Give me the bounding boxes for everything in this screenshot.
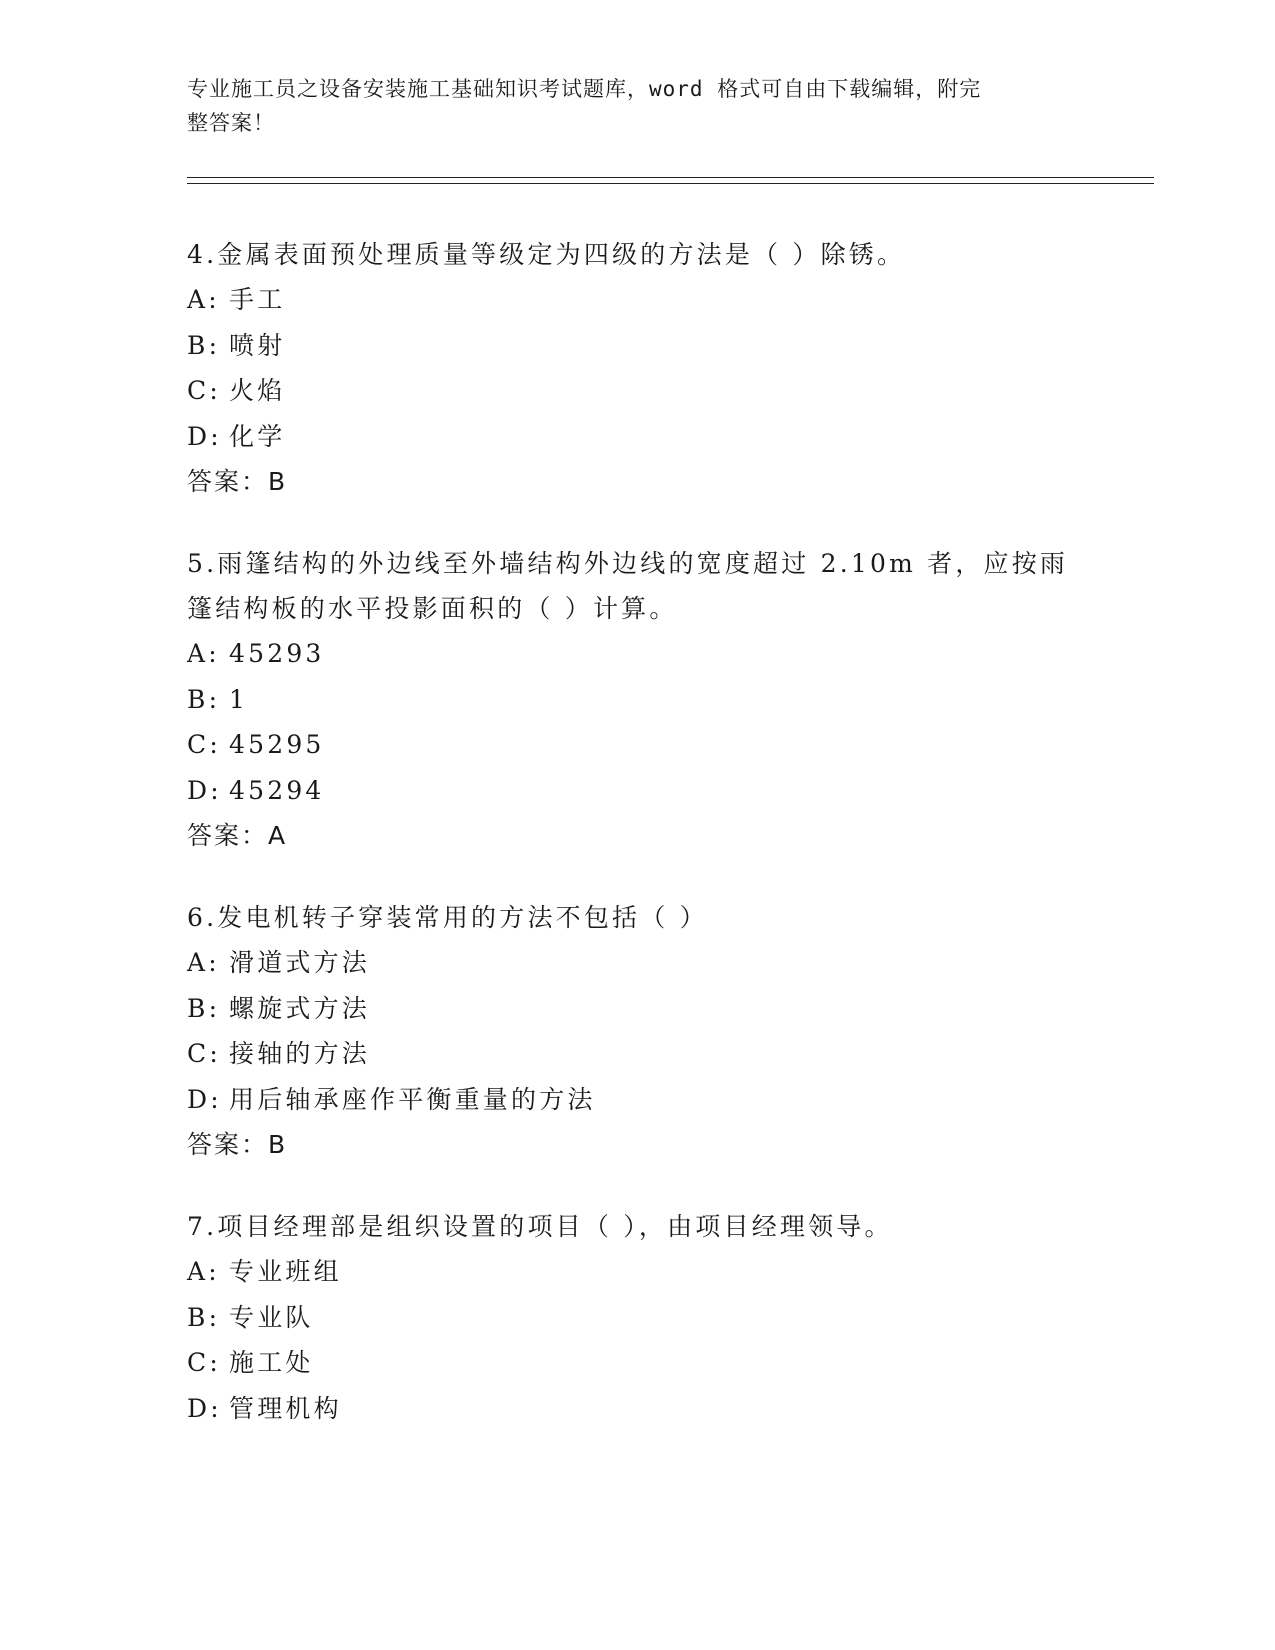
option-d xyxy=(187,1077,1087,1123)
option-c xyxy=(187,1340,1087,1386)
option-letter: D: xyxy=(187,421,222,451)
option-text: 螺旋式方法 xyxy=(229,993,371,1023)
option-a xyxy=(187,940,1087,986)
option-letter: A: xyxy=(187,1257,220,1286)
option-b xyxy=(187,323,1087,369)
header-divider-bottom xyxy=(187,183,1154,184)
option-text: 专业队 xyxy=(229,1302,314,1332)
option-letter: B: xyxy=(187,684,221,714)
option-letter: C: xyxy=(187,376,221,405)
document-header xyxy=(187,72,1067,140)
option-d xyxy=(187,768,1087,814)
option-letter: C: xyxy=(187,1348,221,1377)
option-text: 45293 xyxy=(229,639,325,668)
question-item xyxy=(187,895,1087,1167)
answer-line: 答案：B xyxy=(187,1130,288,1159)
option-text: 45294 xyxy=(229,775,325,805)
option-letter: D: xyxy=(187,1393,222,1423)
option-text: 滑道式方法 xyxy=(229,948,371,977)
option-letter: C: xyxy=(187,1039,221,1068)
option-text: 接轴的方法 xyxy=(229,1039,371,1068)
option-letter: D: xyxy=(187,775,222,805)
option-b xyxy=(187,677,1087,723)
option-text: 45295 xyxy=(229,730,325,759)
option-d xyxy=(187,1386,1087,1432)
answer-line: 答案：A xyxy=(187,821,288,850)
header-divider-top xyxy=(187,177,1154,178)
option-letter: A: xyxy=(187,639,220,668)
option-d xyxy=(187,414,1087,460)
question-text: 4.金属表面预处理质量等级定为四级的方法是（ ）除锈。 xyxy=(187,240,906,269)
option-letter: A: xyxy=(187,948,220,977)
question-text-continued: 篷结构板的水平投影面积的（ ）计算。 xyxy=(187,594,678,623)
option-text: 喷射 xyxy=(229,330,286,360)
question-item xyxy=(187,1204,1087,1431)
option-text: 化学 xyxy=(229,421,286,451)
option-letter: B: xyxy=(187,993,221,1023)
option-text: 火焰 xyxy=(229,376,286,405)
option-text: 专业班组 xyxy=(229,1257,342,1286)
question-text: 6.发电机转子穿装常用的方法不包括（ ） xyxy=(187,903,708,932)
option-a xyxy=(187,1249,1087,1295)
header-line-2: 整答案！ xyxy=(187,111,275,135)
question-text: 7.项目经理部是组织设置的项目（ ），由项目经理领导。 xyxy=(187,1212,893,1241)
question-item xyxy=(187,541,1087,858)
option-c xyxy=(187,1031,1087,1077)
option-letter: B: xyxy=(187,1302,221,1332)
option-text: 施工处 xyxy=(229,1348,314,1377)
option-a xyxy=(187,277,1087,323)
question-list xyxy=(187,232,1087,1468)
option-text: 1 xyxy=(229,684,249,714)
header-line-1: 专业施工员之设备安装施工基础知识考试题库，word 格式可自由下载编辑，附完 xyxy=(187,77,982,101)
option-letter: D: xyxy=(187,1084,222,1114)
answer-line: 答案：B xyxy=(187,467,288,496)
option-text: 用后轴承座作平衡重量的方法 xyxy=(229,1084,596,1114)
option-c xyxy=(187,368,1087,414)
option-letter: A: xyxy=(187,285,220,314)
option-text: 手工 xyxy=(229,285,286,314)
option-letter: C: xyxy=(187,730,221,759)
option-text: 管理机构 xyxy=(229,1393,342,1423)
question-item xyxy=(187,232,1087,504)
option-c xyxy=(187,722,1087,768)
option-b xyxy=(187,986,1087,1032)
option-letter: B: xyxy=(187,330,221,360)
question-text: 5.雨篷结构的外边线至外墙结构外边线的宽度超过 2.10m 者，应按雨 xyxy=(187,549,1069,578)
option-b xyxy=(187,1295,1087,1341)
option-a xyxy=(187,631,1087,677)
